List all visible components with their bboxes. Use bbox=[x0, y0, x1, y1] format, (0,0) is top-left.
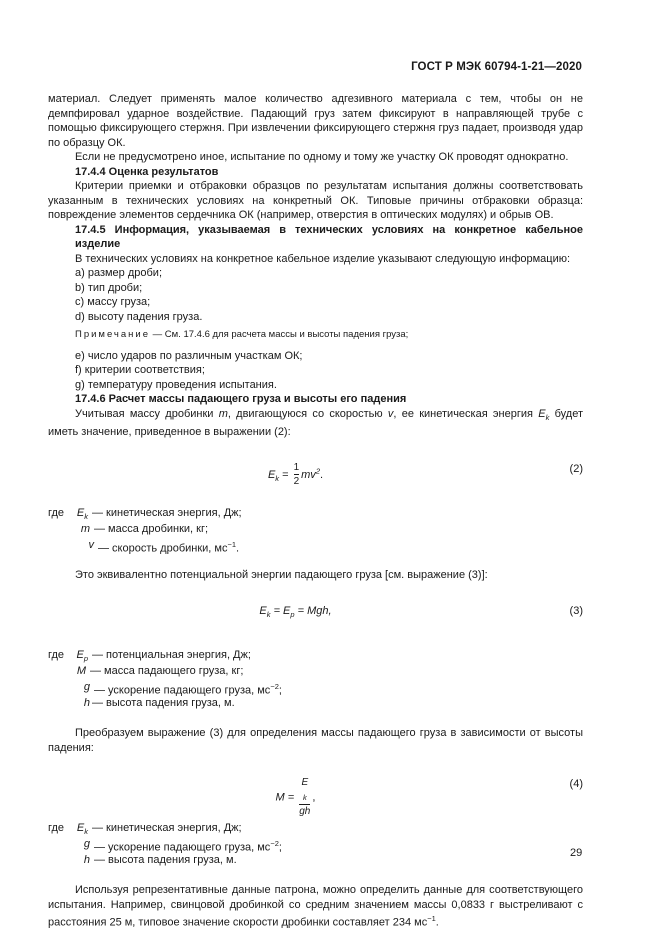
text: . bbox=[435, 916, 439, 929]
definition-row bbox=[48, 522, 583, 538]
section-heading: 17.4.4 Оценка результатов bbox=[75, 165, 219, 178]
def-subscript: p bbox=[83, 654, 88, 664]
page-number: 29 bbox=[570, 847, 583, 859]
equation-number: (3) bbox=[569, 605, 583, 618]
definition-row bbox=[48, 853, 583, 869]
paragraph: Преобразуем выражение (3) для определения массы падающего груза в зависимости от высоты падения: bbox=[48, 727, 583, 754]
definition-row bbox=[48, 506, 583, 522]
section-heading: 17.4.6 Расчет массы падающего груза и высоты его падения bbox=[75, 393, 407, 405]
def-text: — ускорение падающего груза, мс bbox=[94, 841, 271, 854]
paragraph: В технических условиях на конкретное кабельное изделие указывают следующую информацию: bbox=[75, 252, 571, 265]
text: Учитывая массу дробинки bbox=[75, 407, 219, 420]
def-symbol: g bbox=[83, 681, 90, 694]
def-symbol: E bbox=[76, 506, 85, 519]
eq-superscript: 2 bbox=[315, 465, 320, 475]
definitions bbox=[48, 648, 583, 712]
list-item: а) размер дроби; bbox=[75, 267, 163, 279]
text: будет иметь значение, приведенное в выражении (2): bbox=[48, 407, 583, 439]
paragraph: Критерии приемки и отбраковки образцов по результатам испытания должны соответствовать указанным в технических условиях на конкретный ОК. Типовые причины отбраковки образца: повреждение элементов сердечника ОК (например, отверстия в оптических модулях) и обрыв ОВ. bbox=[48, 180, 583, 221]
numerator bbox=[299, 777, 310, 804]
document-header: ГОСТ Р МЭК 60794-1-21—2020 bbox=[411, 61, 582, 73]
equation-number: (2) bbox=[569, 462, 583, 475]
def-text: — высота падения груза, м. bbox=[94, 854, 237, 867]
list-item: g) температуру проведения испытания. bbox=[75, 378, 277, 391]
eq-punct: . bbox=[319, 468, 324, 481]
page-content bbox=[48, 92, 583, 930]
note-text: — См. 17.4.6 для расчета массы и высоты падения груза; bbox=[150, 329, 409, 340]
definition-row bbox=[48, 664, 583, 680]
def-text: — высота падения груза, м. bbox=[92, 697, 235, 710]
def-text: — масса падающего груза, кг; bbox=[90, 665, 244, 678]
equation-number: (4) bbox=[569, 778, 583, 791]
superscript: −1 bbox=[427, 914, 436, 924]
where-label: где bbox=[48, 649, 65, 662]
numerator: 1 bbox=[293, 461, 300, 473]
def-text: — кинетическая энергия, Дж; bbox=[92, 506, 242, 519]
def-text: — скорость дробинки, мс bbox=[98, 542, 228, 555]
definition-row bbox=[48, 680, 583, 696]
definition-row bbox=[48, 837, 583, 853]
note-label: Примечание bbox=[75, 329, 150, 340]
def-text: — ускорение падающего груза, мс bbox=[94, 684, 271, 697]
list-item: с) массу груза; bbox=[75, 296, 151, 308]
eq-subscript: p bbox=[290, 610, 295, 620]
def-symbol: h bbox=[83, 854, 90, 867]
eq-symbol: E bbox=[267, 468, 276, 481]
definition-row bbox=[48, 538, 583, 554]
equation-2 bbox=[48, 450, 583, 494]
eq-symbol: M = bbox=[275, 791, 298, 804]
def-text: — масса дробинки, кг; bbox=[94, 522, 209, 535]
def-subscript: k bbox=[84, 511, 88, 521]
def-symbol: M bbox=[76, 665, 86, 678]
definition-row bbox=[48, 696, 583, 712]
def-symbol: E bbox=[76, 822, 85, 835]
text: , ее кинетическая энергия bbox=[393, 407, 539, 420]
eq-operator: = bbox=[279, 468, 292, 481]
definition-row bbox=[48, 648, 583, 664]
equation-4 bbox=[48, 765, 583, 818]
equation-3 bbox=[48, 592, 583, 636]
fraction bbox=[299, 777, 310, 818]
list-item: е) число ударов по различным участкам ОК; bbox=[75, 349, 303, 362]
numerator-subscript: k bbox=[302, 793, 307, 803]
definitions bbox=[48, 506, 583, 554]
eq-subscript: k bbox=[275, 473, 280, 483]
text: Используя репрезентативные данные патрона, можно определить данные для соответствующего испытания. Например, свинцовой дробинкой со средним значением массы 0,0833 г выстреливают с расстояния 25 м, типовое значение скорости дробинки составляет 234 мс bbox=[48, 884, 583, 929]
definition-row bbox=[48, 821, 583, 837]
text: , двигающуюся со скоростью bbox=[227, 407, 388, 420]
section-heading: 17.4.5 Информация, указываемая в технических условиях на конкретное кабельное изделие bbox=[75, 223, 583, 250]
def-punct: . bbox=[236, 542, 240, 555]
eq-symbol: E bbox=[259, 605, 267, 618]
def-superscript: −2 bbox=[270, 839, 279, 849]
definitions bbox=[48, 821, 583, 869]
symbol: v bbox=[387, 407, 394, 420]
list-item: b) тип дроби; bbox=[75, 281, 143, 294]
def-punct: ; bbox=[278, 684, 282, 697]
symbol-subscript: k bbox=[545, 412, 550, 422]
note bbox=[48, 328, 583, 343]
eq-punct: , bbox=[312, 791, 316, 804]
eq-symbol: mv bbox=[301, 468, 316, 481]
eq-symbol: = E bbox=[270, 605, 291, 618]
eq-symbol: = Mgh, bbox=[294, 605, 332, 618]
def-superscript: −2 bbox=[270, 682, 279, 692]
where-label: где bbox=[48, 506, 65, 519]
def-superscript: −1 bbox=[227, 539, 237, 549]
def-symbol: m bbox=[80, 522, 90, 535]
symbol: E bbox=[538, 407, 546, 420]
eq-subscript: k bbox=[266, 610, 271, 620]
def-symbol: g bbox=[83, 838, 90, 851]
symbol: m bbox=[218, 407, 228, 420]
fraction bbox=[294, 462, 300, 488]
numerator-symbol: E bbox=[301, 777, 309, 789]
def-text: — кинетическая энергия, Дж; bbox=[92, 822, 242, 835]
paragraph: Это эквивалентно потенциальной энергии падающего груза [см. выражение (3)]: bbox=[75, 568, 488, 581]
list-item: d) высоту падения груза. bbox=[75, 310, 203, 323]
denominator: 2 bbox=[293, 475, 300, 487]
list-item: f) критерии соответствия; bbox=[75, 364, 205, 376]
denominator: gh bbox=[299, 806, 311, 818]
paragraph bbox=[48, 407, 583, 440]
paragraph: Если не предусмотрено иное, испытание по одному и тому же участку ОК проводят однократно. bbox=[75, 151, 569, 163]
def-punct: ; bbox=[278, 841, 282, 854]
def-symbol: h bbox=[83, 697, 90, 710]
where-label: где bbox=[48, 822, 65, 835]
def-text: — потенциальная энергия, Дж; bbox=[92, 649, 251, 662]
def-symbol: v bbox=[88, 538, 94, 551]
paragraph: материал. Следует применять малое количество адгезивного материала с тем, чтобы он не демпфировал ударное воздействие. Падающий груз затем фиксируют в направляющей трубе с помощью фиксирующего стержня. При извлечении фиксирующего стержня груз падает, производя удар по образцу ОК. bbox=[48, 93, 583, 149]
def-symbol: E bbox=[76, 649, 84, 662]
paragraph bbox=[48, 883, 583, 930]
def-subscript: k bbox=[84, 827, 88, 837]
